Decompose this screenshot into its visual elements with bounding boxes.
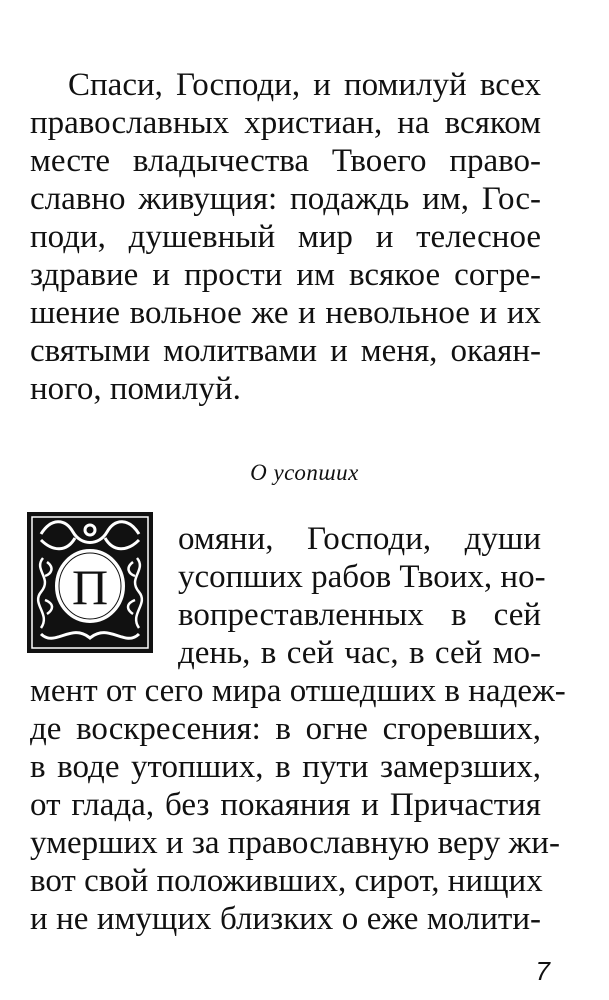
paragraph-1-line: здравие и прости им всякое согре- <box>30 257 541 293</box>
paragraph-2-line: омяни, Господи, души <box>178 521 541 557</box>
paragraph-1-line: Спаси, Господи, и помилуй всех <box>68 67 541 103</box>
paragraph-2-line: от глада, без покаяния и Причастия <box>30 787 541 823</box>
paragraph-2-line: в воде утопших, в пути замерзших, <box>30 749 541 785</box>
drop-cap-ornament <box>25 510 155 655</box>
paragraph-2-line: де воскресения: в огне сгоревших, <box>30 711 541 747</box>
paragraph-1-line: славно живущия: подаждь им, Гос- <box>30 181 541 217</box>
paragraph-1-line: православных христиан, на всяком <box>30 105 541 141</box>
paragraph-2-line: вот свой положивших, сирот, нищих <box>30 863 543 899</box>
paragraph-2-line: умерших и за православную веру жи- <box>30 825 560 861</box>
paragraph-1-line: ного, помилуй. <box>30 371 241 407</box>
paragraph-2-line: день, в сей час, в сей мо- <box>178 635 541 671</box>
paragraph-2-line: усопших рабов Твоих, но- <box>178 559 546 595</box>
paragraph-1-line: месте владычества Твоего право- <box>30 143 541 179</box>
paragraph-1-line: святыми молитвами и меня, окаян- <box>30 333 541 369</box>
page-number: 7 <box>535 956 550 986</box>
paragraph-2-line: мент от сего мира отшедших в надеж- <box>30 673 566 709</box>
paragraph-2-line: вопреставленных в сей <box>178 597 541 633</box>
paragraph-1-line: шение вольное же и невольное и их <box>30 295 541 331</box>
paragraph-1-line: поди, душевный мир и телесное <box>30 219 541 255</box>
paragraph-2-line: и не имущих близких о еже молити- <box>30 901 541 937</box>
section-title: О усопших <box>250 460 359 485</box>
drop-cap-letter: П <box>71 559 109 615</box>
